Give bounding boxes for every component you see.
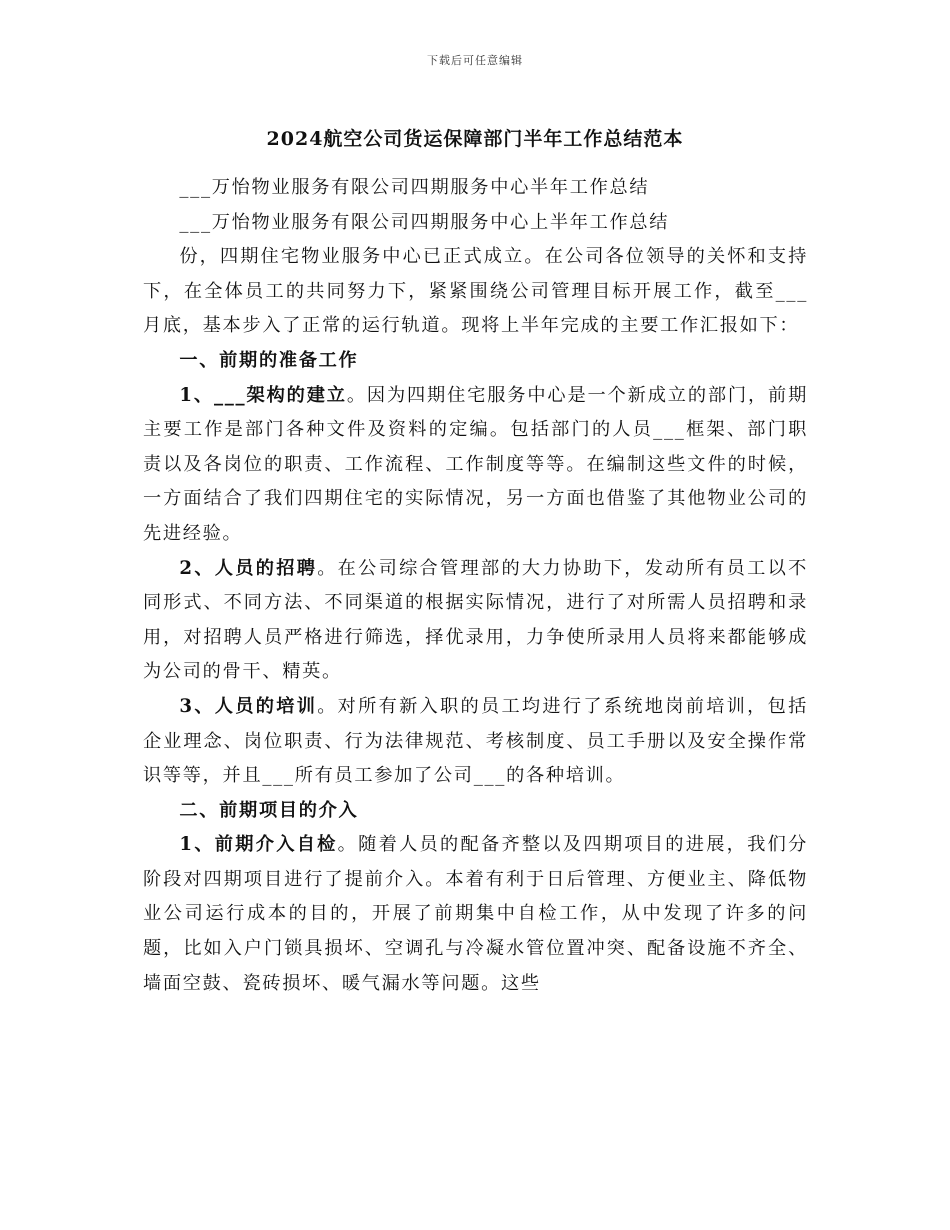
paragraph xyxy=(143,552,808,690)
paragraph-lead: 1、___架构的建立 xyxy=(179,384,347,406)
paragraph-text: 。在公司综合管理部的大力协助下，发动所有员工以不同形式、不同方法、不同渠道的根据实际情况，进行了对所需人员招聘和录用，对招聘人员严格进行筛选，择优录用，力争使所录用人员将来都能够成为公司的骨干、精英。 xyxy=(143,557,808,683)
paragraph-text: ___万怡物业服务有限公司四期服务中心半年工作总结 xyxy=(179,177,650,198)
paragraph-text: 。随着人员的配备齐整以及四期项目的进展，我们分阶段对四期项目进行了提前介入。本着有利于日后管理、方便业主、降低物业公司运行成本的目的，开展了前期集中自检工作，从中发现了许多的问题，比如入户门锁具损坏、空调孔与冷凝水管位置冲突、配备设施不齐全、墙面空鼓、瓷砖损坏、暖气漏水等问题。这些 xyxy=(143,834,808,994)
section-heading-text: 一、前期的准备工作 xyxy=(179,349,359,371)
paragraph xyxy=(143,171,808,206)
paragraph xyxy=(143,690,808,794)
paragraph-text: 。因为四期住宅服务中心是一个新成立的部门，前期主要工作是部门各种文件及资料的定编。包括部门的人员___框架、部门职责以及各岗位的职责、工作流程、工作制度等等。在编制这些文件的时候，一方面结合了我们四期住宅的实际情况，另一方面也借鉴了其他物业公司的先进经验。 xyxy=(143,384,808,544)
paragraph-lead: 1、前期介入自检 xyxy=(179,834,338,856)
page-header-note: 下载后可任意编辑 xyxy=(427,54,523,67)
section-heading xyxy=(143,344,808,379)
document-title: 2024航空公司货运保障部门半年工作总结范本 xyxy=(266,128,684,150)
paragraph-lead: 2、人员的招聘 xyxy=(179,557,318,579)
paragraph xyxy=(143,828,808,1001)
paragraph xyxy=(143,240,808,344)
paragraph-text: 。对所有新入职的员工均进行了系统地岗前培训，包括企业理念、岗位职责、行为法律规范、考核制度、员工手册以及安全操作常识等等，并且___所有员工参加了公司___的各种培训。 xyxy=(143,695,808,787)
document-body xyxy=(143,171,808,1001)
paragraph xyxy=(143,206,808,241)
paragraph-text: 份，四期住宅物业服务中心已正式成立。在公司各位领导的关怀和支持下，在全体员工的共同努力下，紧紧围绕公司管理目标开展工作，截至___月底，基本步入了正常的运行轨道。现将上半年完成的主要工作汇报如下： xyxy=(143,246,808,337)
paragraph-text: ___万怡物业服务有限公司四期服务中心上半年工作总结 xyxy=(179,211,670,233)
section-heading-text: 二、前期项目的介入 xyxy=(179,799,359,821)
paragraph xyxy=(143,379,808,552)
section-heading xyxy=(143,794,808,829)
paragraph-lead: 3、人员的培训 xyxy=(179,695,318,717)
